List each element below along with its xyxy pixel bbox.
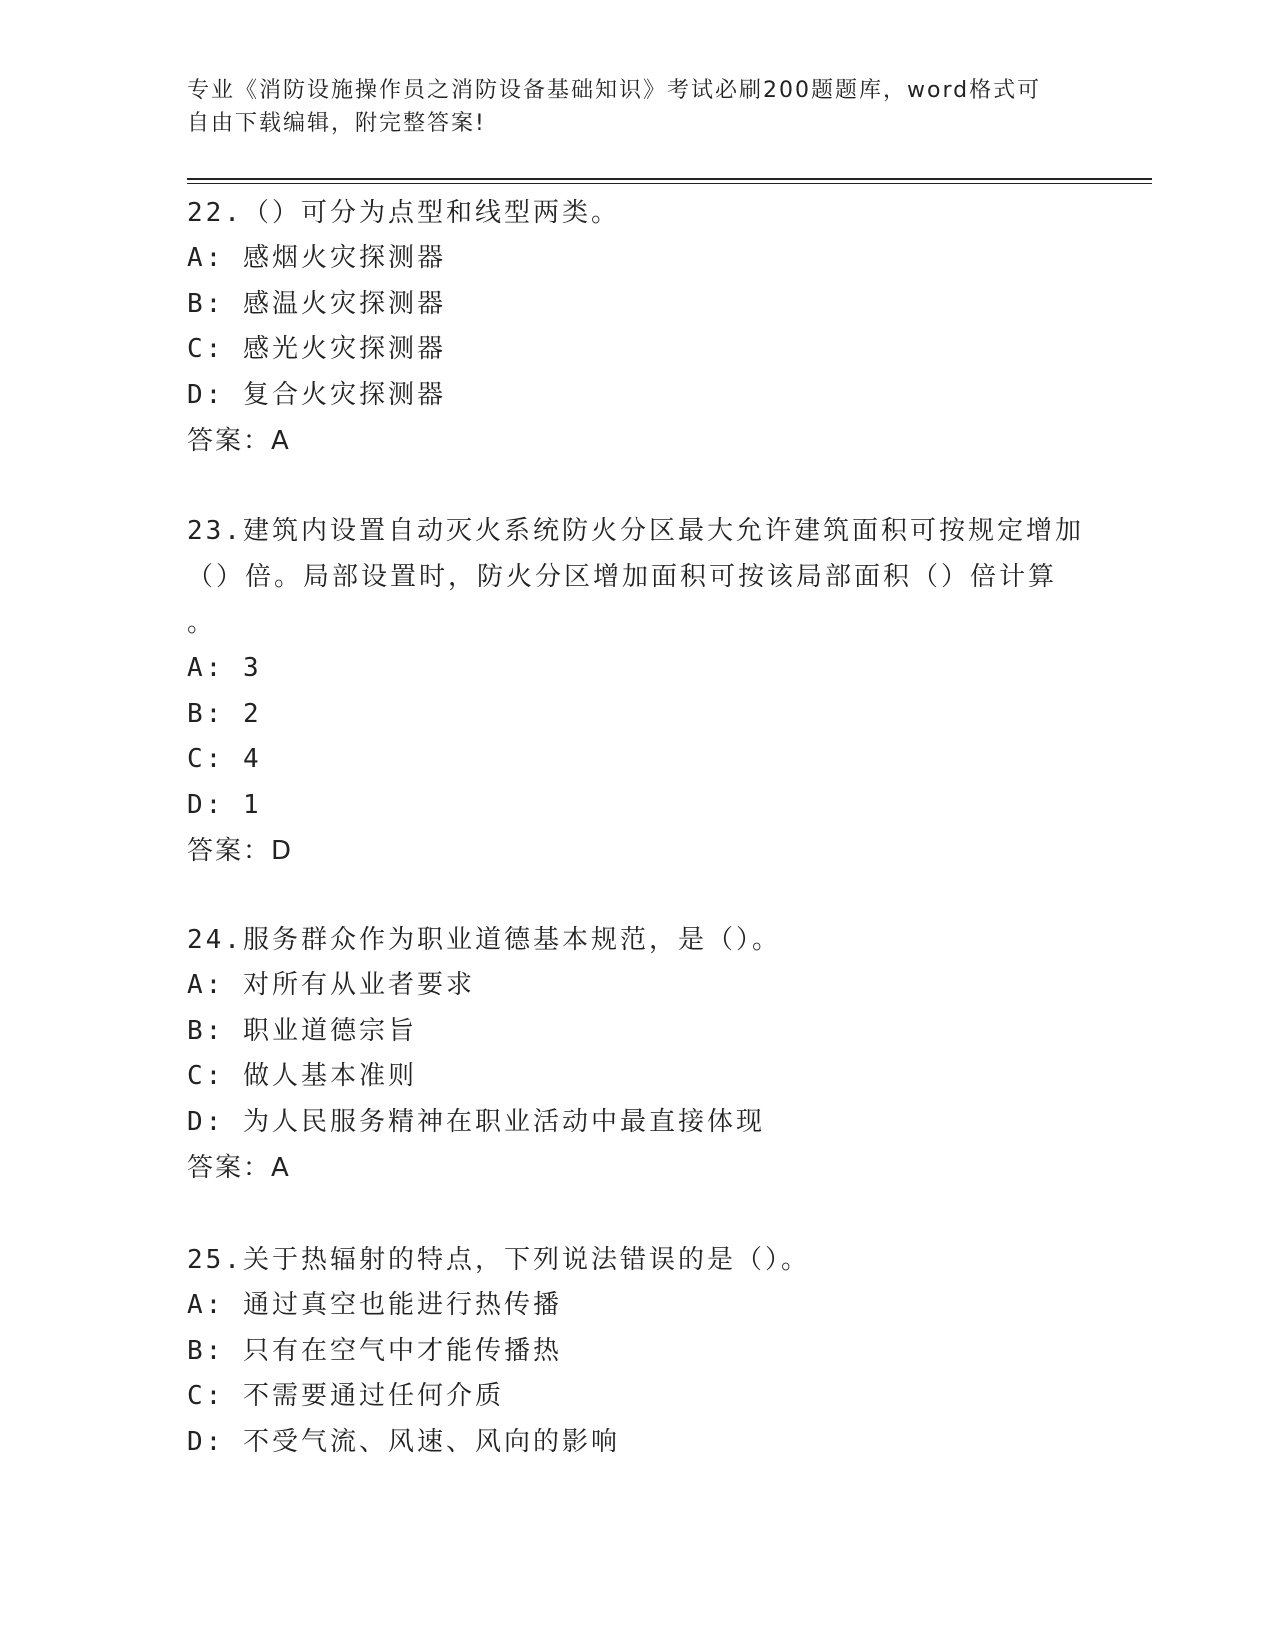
question-25 xyxy=(187,1237,1087,1465)
question-stem: 24.服务群众作为职业道德基本规范，是（）。 xyxy=(187,925,781,955)
option-c: C: 感光火灾探测器 xyxy=(187,334,446,364)
question-stem-line-3: 。 xyxy=(187,608,217,638)
question-22 xyxy=(187,190,1087,464)
header-line-1: 专业《消防设施操作员之消防设备基础知识》考试必刷200题题库，word格式可 xyxy=(187,78,1042,103)
answer: 答案：A xyxy=(187,1153,291,1183)
option-d: D: 不受气流、风速、风向的影响 xyxy=(187,1426,620,1457)
option-c: C: 4 xyxy=(187,744,262,774)
option-b: B: 2 xyxy=(187,698,262,729)
option-d: D: 为人民服务精神在职业活动中最直接体现 xyxy=(187,1106,765,1137)
question-stem: 22.（）可分为点型和线型两类。 xyxy=(187,198,620,228)
option-a: A: 对所有从业者要求 xyxy=(187,970,475,1000)
option-b: B: 只有在空气中才能传播热 xyxy=(187,1335,562,1366)
question-stem-line-1: 23.建筑内设置自动灭火系统防火分区最大允许建筑面积可按规定增加 xyxy=(187,516,1084,546)
option-a: A: 3 xyxy=(187,653,262,683)
option-b: B: 感温火灾探测器 xyxy=(187,288,446,319)
question-stem: 25.关于热辐射的特点，下列说法错误的是（）。 xyxy=(187,1245,810,1275)
option-d: D: 1 xyxy=(187,789,262,820)
option-a: A: 感烟火灾探测器 xyxy=(187,243,446,273)
question-stem-line-2: （）倍。局部设置时，防火分区增加面积可按该局部面积（）倍计算 xyxy=(187,562,1058,592)
question-24 xyxy=(187,917,1087,1191)
header-rule-thin xyxy=(187,183,1152,184)
answer: 答案：A xyxy=(187,426,291,456)
option-c: C: 做人基本准则 xyxy=(187,1061,417,1091)
question-23 xyxy=(187,508,1087,874)
answer: 答案：D xyxy=(187,836,294,866)
option-b: B: 职业道德宗旨 xyxy=(187,1015,417,1046)
option-c: C: 不需要通过任何介质 xyxy=(187,1381,504,1411)
header-rule-thick xyxy=(187,178,1152,180)
document-header xyxy=(187,74,1067,140)
option-d: D: 复合火灾探测器 xyxy=(187,379,446,410)
header-line-2: 自由下载编辑，附完整答案! xyxy=(187,111,486,136)
option-a: A: 通过真空也能进行热传播 xyxy=(187,1290,562,1320)
